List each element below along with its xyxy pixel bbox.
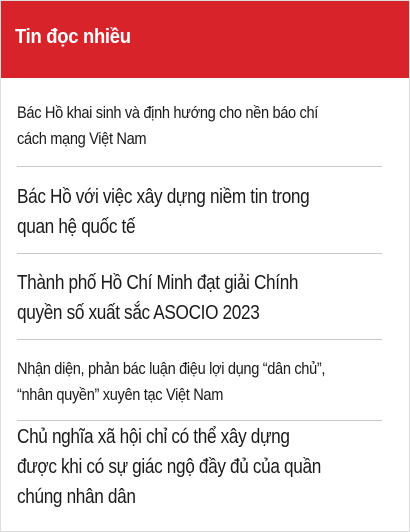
article-link[interactable]: Bác Hồ khai sinh và định hướng cho nền báo chí cách mạng Việt Nam	[17, 103, 319, 148]
list-item	[17, 167, 382, 254]
article-link[interactable]: Nhận diện, phản bác luận điệu lợi dụng “dân chủ”, “nhân quyền” xuyên tạc Việt Nam	[17, 359, 326, 404]
article-link[interactable]: Thành phố Hồ Chí Minh đạt giải Chính quyền số xuất sắc ASOCIO 2023	[17, 271, 299, 324]
widget-header	[1, 1, 409, 78]
list-item	[17, 78, 382, 167]
most-read-list	[1, 78, 409, 513]
article-link[interactable]: Bác Hồ với việc xây dựng niềm tin trong quan hệ quốc tế	[17, 186, 310, 238]
article-link[interactable]: Chủ nghĩa xã hội chỉ có thể xây dựng được khi có sự giác ngộ đầy đủ của quần chúng nhân dân	[17, 426, 321, 508]
list-item	[17, 254, 382, 340]
list-item	[17, 340, 382, 421]
widget-title: Tin đọc nhiều	[15, 26, 131, 48]
list-item	[17, 421, 382, 513]
